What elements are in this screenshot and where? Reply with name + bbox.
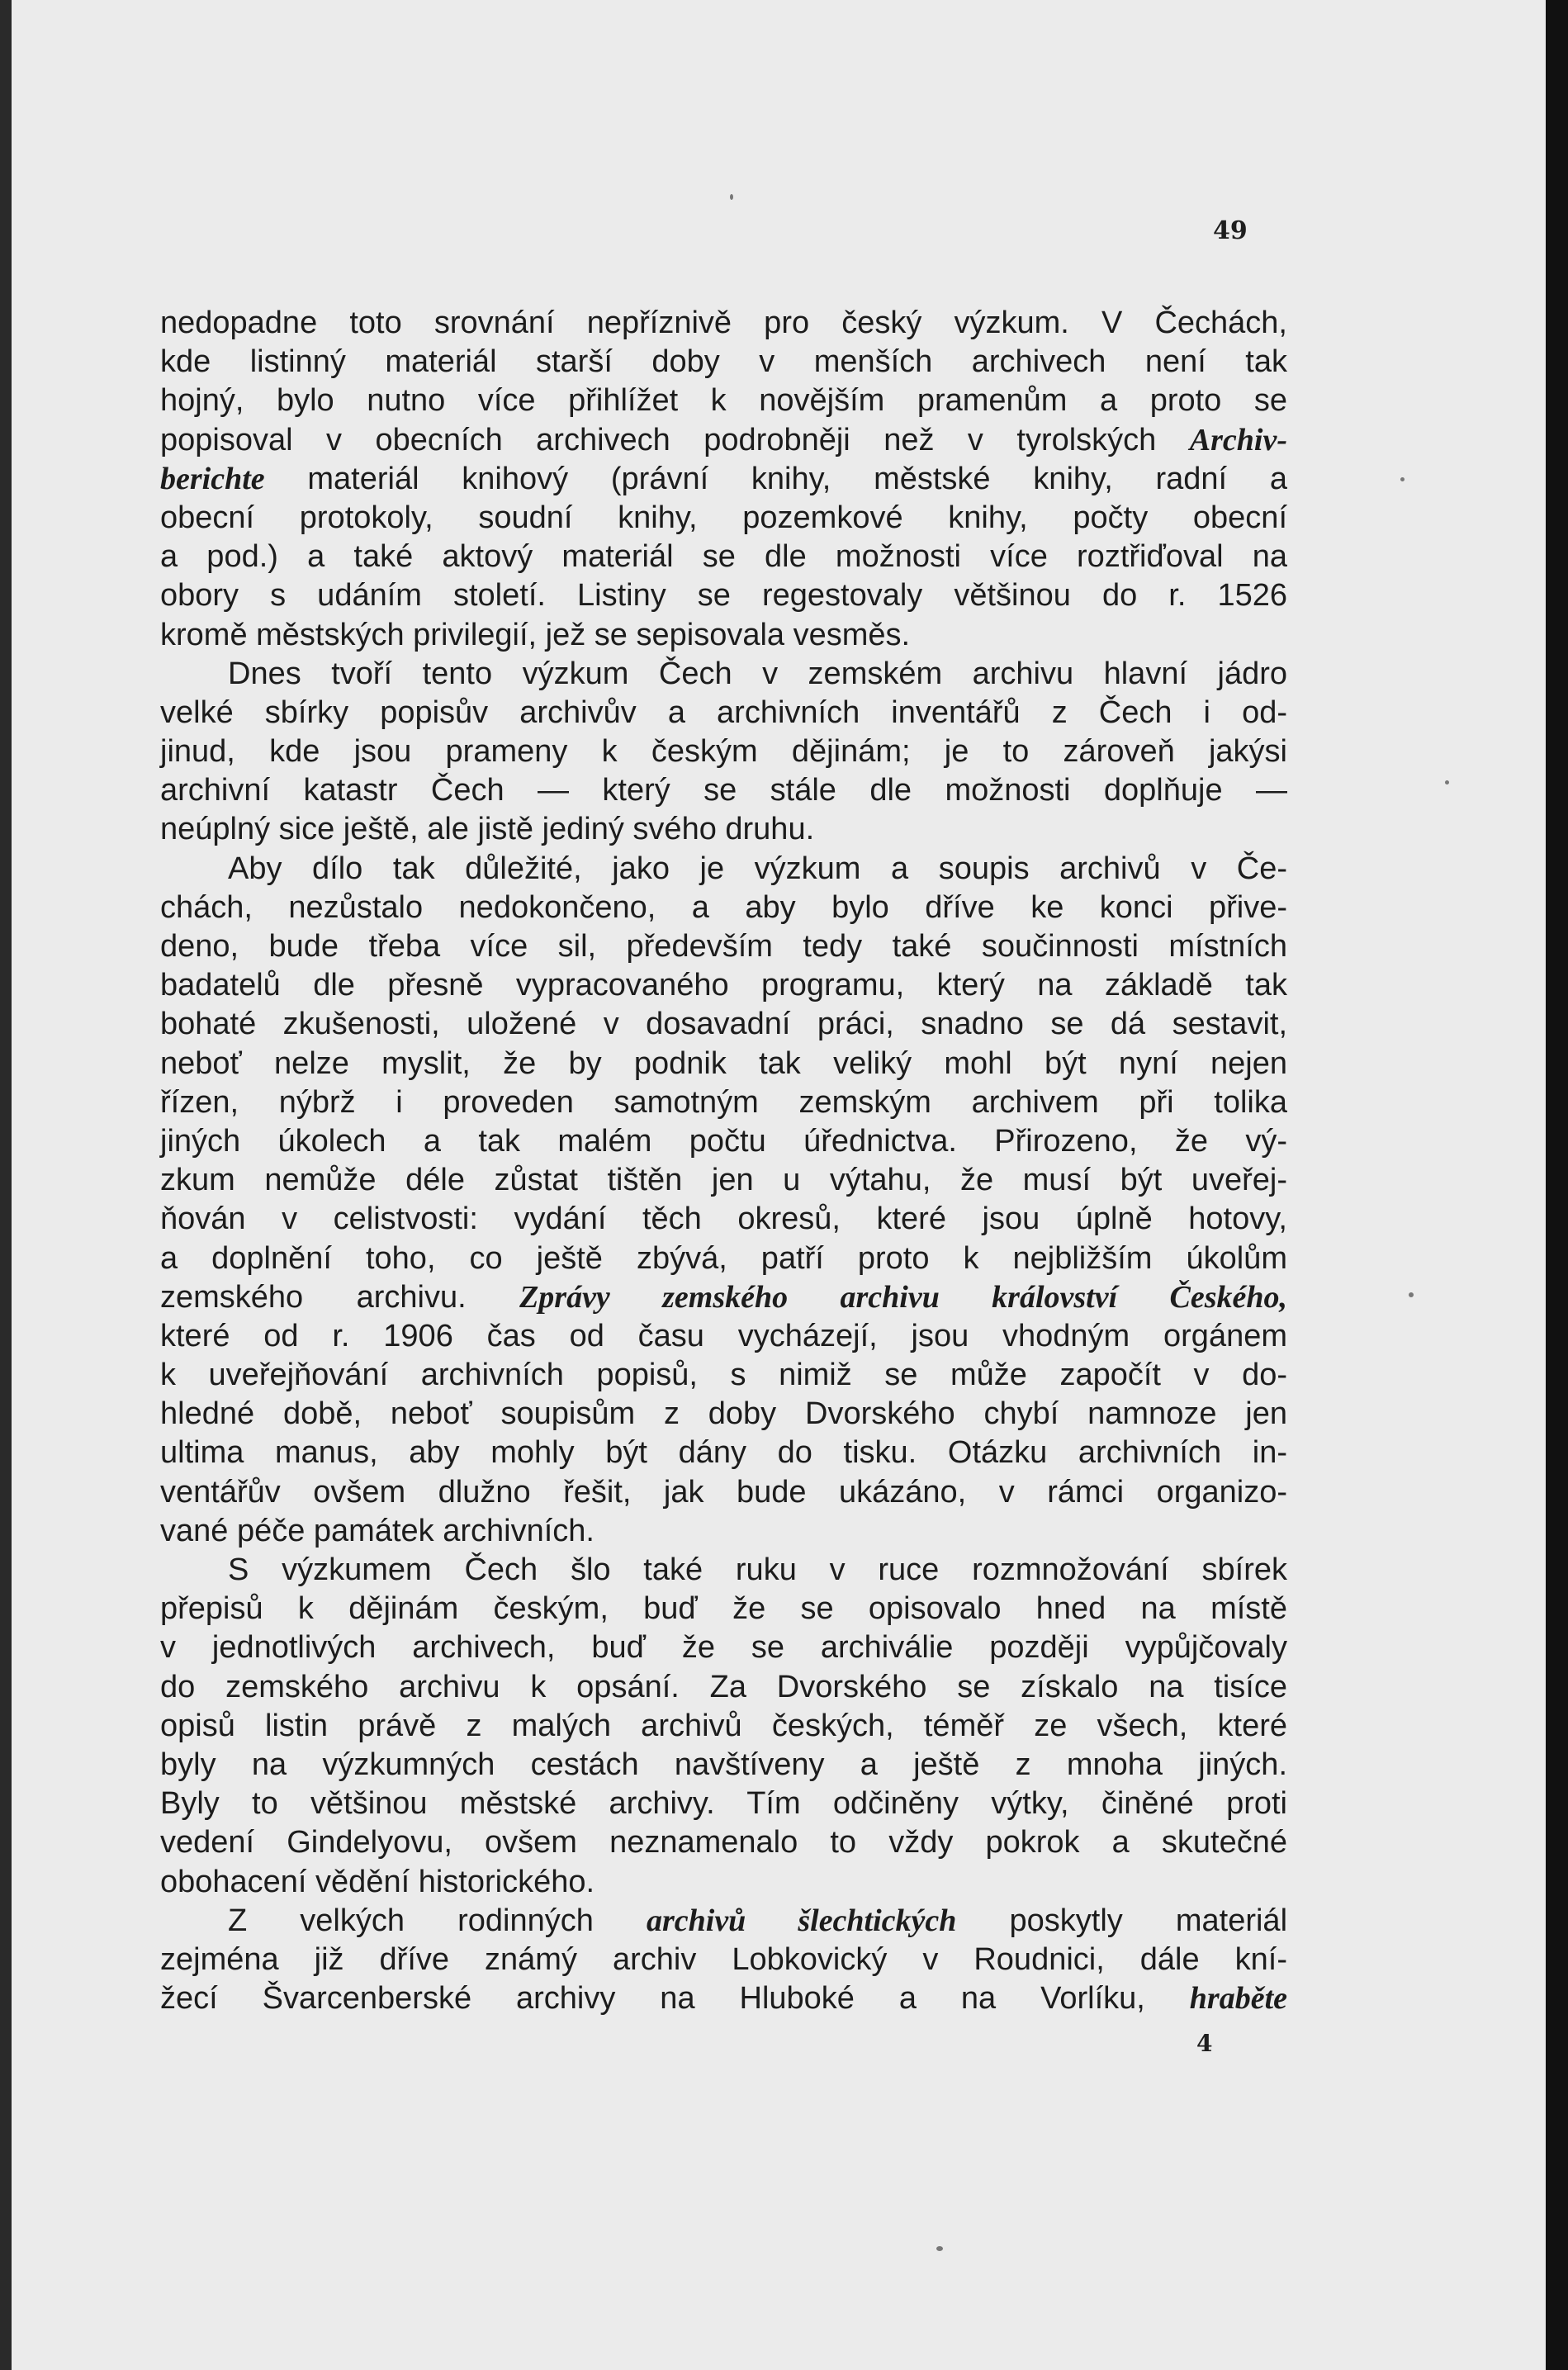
text-line: jiných úkolech a tak malém počtu úřednictva. Přirozeno, že vý- xyxy=(160,1123,1287,1159)
text-line xyxy=(160,460,1287,499)
text-line: ultima manus, aby mohly být dány do tisku. Otázku archivních in- xyxy=(160,1435,1287,1471)
text-line xyxy=(160,421,1287,460)
text-line: neúplný sice ještě, ale jistě jediný svého druhu. xyxy=(160,812,815,847)
italic-term: hraběte xyxy=(1189,1981,1288,2017)
text-line xyxy=(160,1278,1287,1317)
text-line: a pod.) a také aktový materiál se dle možnosti více roztřiďoval na xyxy=(160,539,1287,575)
text-line: řízen, nýbrž i proveden samotným zemským archivem při tolika xyxy=(160,1084,1287,1120)
text-line: opisů listin právě z malých archivů českých, téměř ze všech, které xyxy=(160,1708,1287,1743)
text-line: obory s udáním století. Listiny se regestovaly většinou do r. 1526 xyxy=(160,578,1287,614)
text-line: zkum nemůže déle zůstat tištěn jen u výtahu, že musí být uveřej- xyxy=(160,1163,1287,1198)
scan-speck xyxy=(1445,780,1449,784)
text-run: žecí Švarcenberské archivy na Hluboké a na Vorlíku, xyxy=(160,1981,1145,2017)
italic-term: berichte xyxy=(160,461,265,496)
text-line: deno, bude třeba více sil, především tedy také součinnosti místních xyxy=(160,929,1287,964)
text-line: v jednotlivých archivech, buď že se archiválie později vypůjčovaly xyxy=(160,1630,1287,1666)
text-line: hojný, bylo nutno více přihlížet k novějším pramenům a proto se xyxy=(160,383,1287,419)
text-line: byly na výzkumných cestách navštíveny a ještě z mnoha jiných. xyxy=(160,1747,1287,1782)
text-line: jinud, kde jsou prameny k českým dějinám; je to zároveň jakýsi xyxy=(160,734,1287,770)
text-line: neboť nelze myslit, že by podnik tak veliký mohl být nyní nejen xyxy=(160,1045,1287,1081)
text-line: zejména již dříve známý archiv Lobkovický v Roudnici, dále kní- xyxy=(160,1941,1287,1977)
text-line: chách, nezůstalo nedokončeno, a aby bylo dříve ke konci přive- xyxy=(160,889,1287,925)
text-line: obohacení vědění historického. xyxy=(160,1864,595,1899)
text-line: a doplnění toho, co ještě zbývá, patří proto k nejbližším úkolům xyxy=(160,1240,1287,1276)
text-line: do zemského archivu k opsání. Za Dvorského se získalo na tisíce xyxy=(160,1669,1287,1704)
text-line: kromě městských privilegií, jež se sepisovala vesměs. xyxy=(160,617,911,652)
text-line xyxy=(160,1902,1287,1941)
text-run: poskytly materiál xyxy=(1009,1903,1288,1938)
signature-mark: 4 xyxy=(1196,2030,1213,2057)
text-line: k uveřejňování archivních popisů, s nimiž se může započít v do- xyxy=(160,1358,1287,1393)
body-text xyxy=(160,304,1287,2018)
italic-title: Zprávy zemského archivu království Českého, xyxy=(519,1279,1287,1315)
text-line: hledné době, neboť soupisům z doby Dvorského chybí namnoze jen xyxy=(160,1396,1287,1432)
text-line: badatelů dle přesně vypracovaného programu, který na základě tak xyxy=(160,968,1287,1003)
text-run: popisoval v obecních archivech podrobněji než v tyrolských xyxy=(160,422,1157,457)
text-line: Dnes tvoří tento výzkum Čech v zemském archivu hlavní jádro xyxy=(228,656,1287,691)
text-line: Byly to většinou městské archivy. Tím odčiněny výtky, činěné proti xyxy=(160,1786,1287,1822)
text-line: bohaté zkušenosti, uložené v dosavadní práci, snadno se dá sestavit, xyxy=(160,1007,1287,1042)
text-line: ňován v celistvosti: vydání těch okresů, které jsou úplně hotovy, xyxy=(160,1202,1287,1237)
italic-term: Archiv- xyxy=(1189,422,1287,457)
text-line xyxy=(160,1979,1287,2018)
text-line: vané péče památek archivních. xyxy=(160,1513,595,1548)
text-line: přepisů k dějinám českým, buď že se opisovalo hned na místě xyxy=(160,1591,1287,1627)
scan-speck xyxy=(730,194,733,200)
text-line: nedopadne toto srovnání nepříznivě pro český výzkum. V Čechách, xyxy=(160,306,1287,340)
text-line: Aby dílo tak důležité, jako je výzkum a soupis archivů v Če- xyxy=(228,851,1287,886)
text-run: Z velkých rodinných xyxy=(228,1903,594,1938)
scan-speck xyxy=(1400,477,1405,481)
page-number: 49 xyxy=(1213,216,1248,245)
text-run: zemského archivu. xyxy=(160,1279,467,1315)
text-line: velké sbírky popisův archivův a archivních inventářů z Čech i od- xyxy=(160,694,1287,730)
scan-speck xyxy=(1409,1292,1414,1297)
text-line: S výzkumem Čech šlo také ruku v ruce rozmnožování sbírek xyxy=(228,1552,1287,1587)
text-line: kde listinný materiál starší doby v menších archivech není tak xyxy=(160,344,1287,380)
italic-term: archivů šlechtických xyxy=(646,1903,957,1938)
text-line: obecní protokoly, soudní knihy, pozemkové knihy, počty obecní xyxy=(160,500,1287,535)
text-line: ventářův ovšem dlužno řešit, jak bude ukázáno, v rámci organizo- xyxy=(160,1474,1287,1510)
book-page xyxy=(12,0,1546,2370)
text-run: materiál knihový (právní knihy, městské knihy, radní a xyxy=(307,461,1287,496)
text-line: které od r. 1906 čas od času vycházejí, jsou vhodným orgánem xyxy=(160,1318,1287,1353)
text-line: archivní katastr Čech — který se stále dle možnosti doplňuje — xyxy=(160,773,1287,808)
text-line: vedení Gindelyovu, ovšem neznamenalo to vždy pokrok a skutečné xyxy=(160,1825,1287,1860)
scan-speck xyxy=(936,2246,943,2251)
